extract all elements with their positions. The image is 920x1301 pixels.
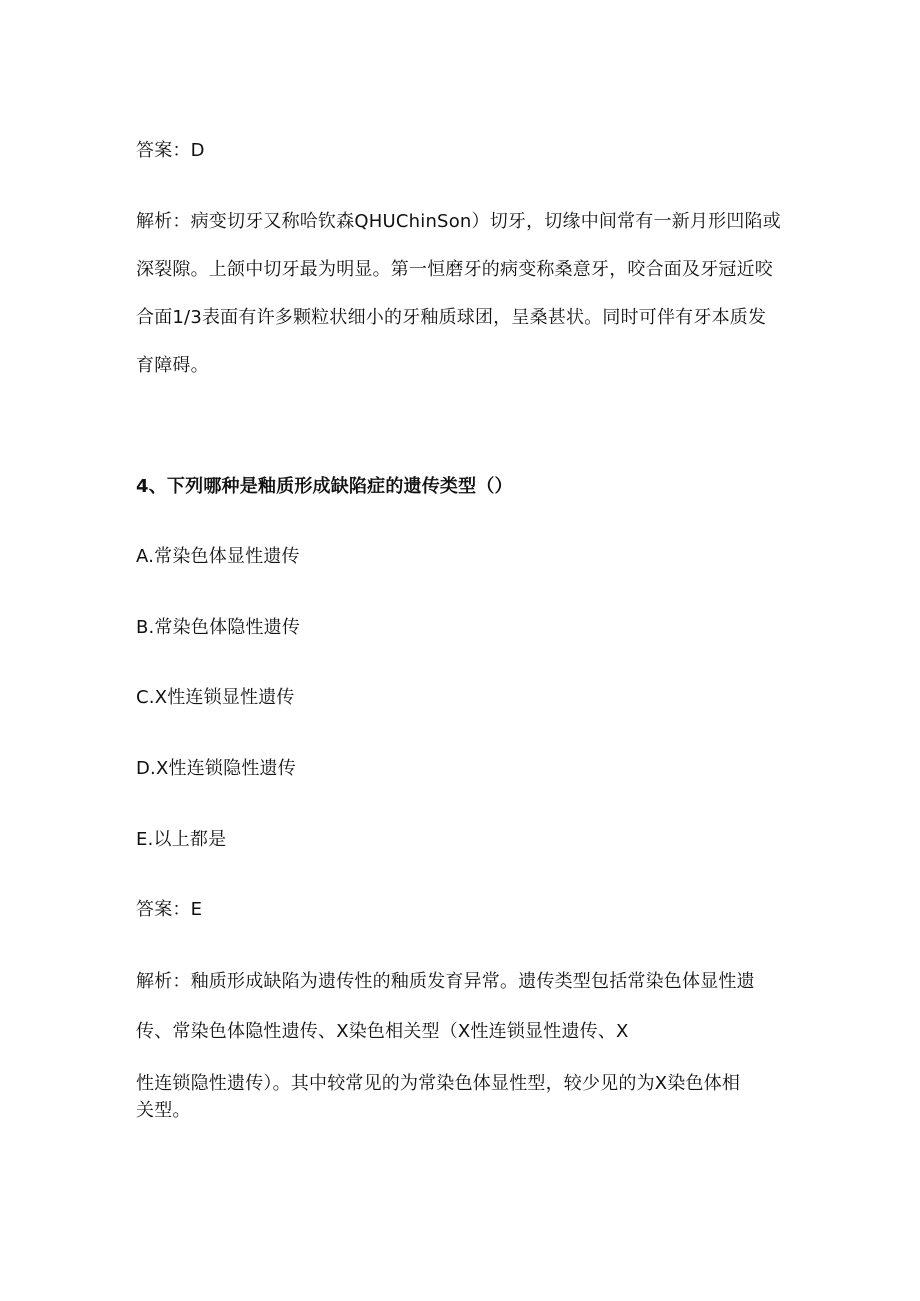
q3-analysis-line-2: 深裂隙。上颌中切牙最为明显。第一恒磨牙的病变称桑意牙，咬合面及牙冠近咬 (136, 259, 773, 280)
q4-option-b: B.常染色体隐性遗传 (136, 617, 301, 638)
q4-option-d: D.X性连锁隐性遗传 (136, 758, 296, 779)
q3-analysis-line-4: 育障碍。 (136, 355, 209, 376)
q4-analysis-line-2: 传、常染色体隐性遗传、X染色相关型（X性连锁显性遗传、X (136, 1021, 629, 1042)
q4-analysis-line-4: 关型。 (136, 1100, 191, 1121)
q4-option-e: E.以上都是 (136, 829, 227, 850)
q3-analysis-line-3: 合面1/3表面有许多颗粒状细小的牙釉质球团，呈桑甚状。同时可伴有牙本质发 (136, 307, 767, 328)
q3-analysis-line-1: 解析：病变切牙又称哈钦森QHUChinSon）切牙，切缘中间常有一新月形凹陷或 (136, 211, 781, 232)
q4-question: 4、下列哪种是釉质形成缺陷症的遗传类型（） (136, 476, 513, 497)
q4-analysis-line-3: 性连锁隐性遗传）。其中较常见的为常染色体显性型，较少见的为X染色体相 (136, 1073, 741, 1094)
q4-option-a: A.常染色体显性遗传 (136, 546, 300, 567)
q4-analysis-line-1: 解析：釉质形成缺陷为遗传性的釉质发育异常。遗传类型包括常染色体显性遗 (136, 971, 755, 992)
q3-answer: 答案：D (136, 140, 205, 161)
q4-option-c: C.X性连锁显性遗传 (136, 687, 295, 708)
q4-answer: 答案：E (136, 899, 203, 920)
